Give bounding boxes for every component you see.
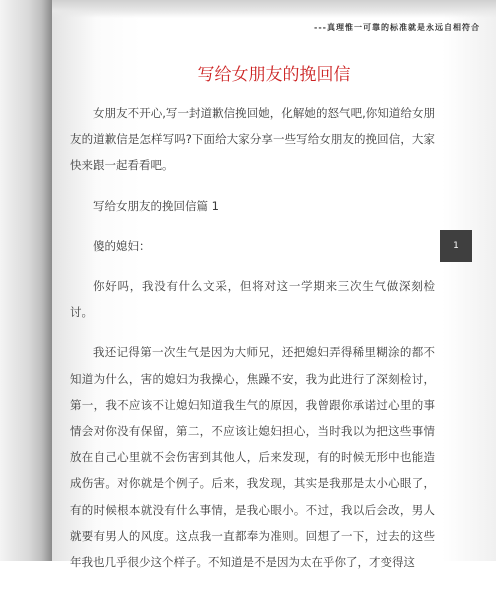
body-paragraph: 你好吗，我没有什么文采，但将对这一学期来三次生气做深刻检讨。 [70,279,435,320]
article-body [70,100,435,589]
section-heading: 写给女朋友的挽回信篇 1 [93,198,219,213]
book-left-page-edge [0,0,52,561]
letter-salutation: 傻的媳妇： [93,238,151,253]
body-paragraph: 我还记得第一次生气是因为大师兄，还把媳妇弄得稀里糊涂的都不知道为什么，害的媳妇为我操心，焦躁不安，我为此进行了深刻检讨，第一，我不应该不让媳妇知道我生气的原因，我曾跟你承诺过心里的事情会对你没有保留，第二，不应该让媳妇担心，当时我以为把这些事情放在自己心里就不会伤害到其他人，后来发现，有的时候无形中也能造成伤害。对你就是个例子。后来，我发现，其实是我那是太小心眼了，有的时候根本就没有什么事情，是我心眼小。不过，我以后会改，男人就要有男人的风度。这点我一直都奉为准则。回想了一下，过去的这些年我也几乎很少这个样子。不知道是不是因为太在乎你了，才变得这 [70,345,435,570]
page-number-badge[interactable]: 1 [440,230,472,262]
page-title: 写给女朋友的挽回信 [197,65,351,85]
page-torn-top-edge [52,0,496,18]
header-motto: ---真理惟一可靠的标准就是永远自相符合 [314,22,480,32]
intro-paragraph: 女朋友不开心,写一封道歉信挽回她，化解她的怒气吧,你知道给女朋友的道歉信是怎样写吗?下面给大家分享一些写给女朋友的挽回信，大家快来跟一起看看吧。 [70,106,435,173]
